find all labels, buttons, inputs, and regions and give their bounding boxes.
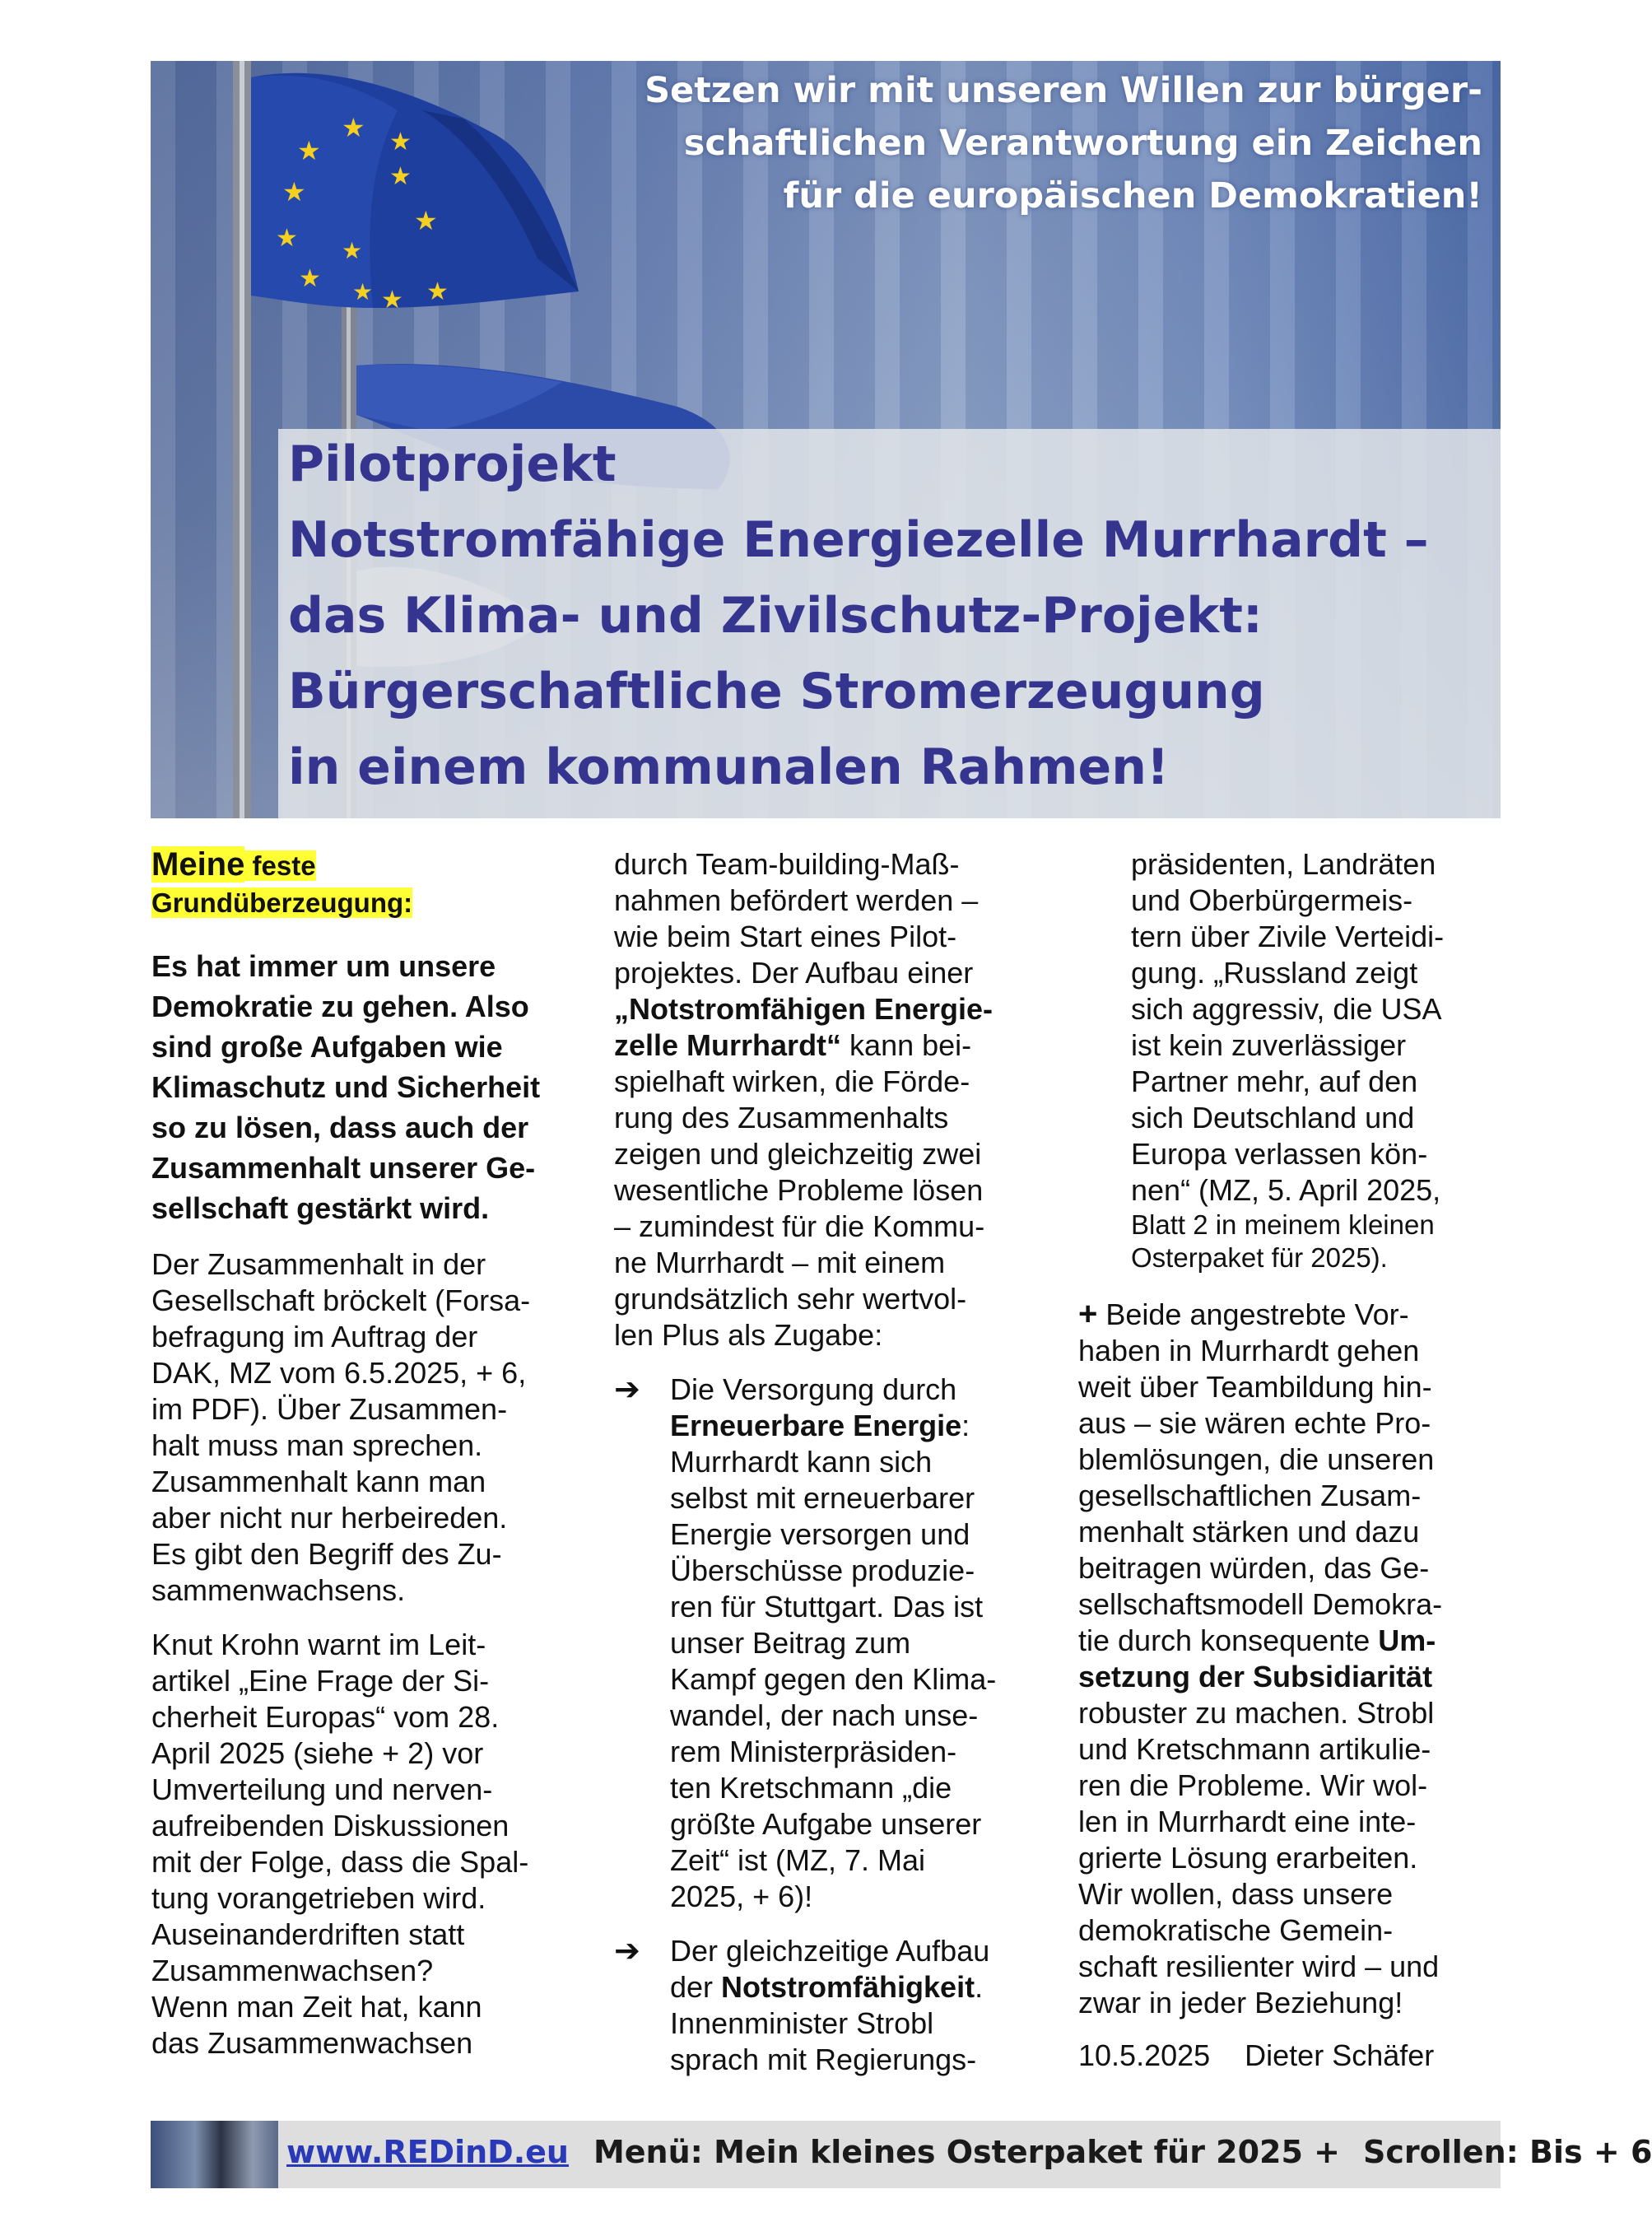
text-line: nahmen befördert werden – <box>614 883 979 917</box>
text-line: gesellschaftlichen Zusam- <box>1078 1479 1422 1512</box>
svg-text:★: ★ <box>426 278 449 305</box>
plus-icon: + <box>1078 1296 1098 1332</box>
arrow-right-icon: ➔ <box>614 1934 640 1968</box>
column-1 <box>151 846 596 2061</box>
website-link[interactable]: www.REDinD.eu <box>286 2134 569 2170</box>
text-line: weit über Teambildung hin- <box>1078 1370 1432 1404</box>
column-2 <box>614 846 1059 2078</box>
text-line: menhalt stärken und dazu <box>1078 1515 1420 1549</box>
text-line: wesentliche Probleme lösen <box>614 1173 984 1207</box>
svg-text:★: ★ <box>299 265 321 292</box>
signature-line <box>1078 2038 1523 2074</box>
author: Dieter Schäfer <box>1245 2038 1435 2072</box>
text-line: haben in Murrhardt gehen <box>1078 1334 1420 1367</box>
text-line: sind große Aufgaben wie <box>151 1030 503 1064</box>
text-line: Es gibt den Begriff des Zu- <box>151 1537 502 1571</box>
text-line: ist kein zuverlässiger <box>1131 1028 1407 1062</box>
text-line: sich Deutschland und <box>1131 1101 1415 1134</box>
text-line: Murrhardt kann sich <box>670 1445 933 1479</box>
text-line: zwar in jeder Beziehung! <box>1078 1986 1403 2019</box>
page-title-line: Bürgerschaftliche Stromerzeugung <box>288 663 1265 720</box>
text-line: Überschüsse produzie- <box>670 1554 975 1587</box>
svg-text:★: ★ <box>414 206 438 235</box>
footer-menu: Menü: Mein kleines Osterpaket für 2025 + <box>593 2134 1340 2170</box>
krohn-paragraph <box>151 1627 596 2061</box>
svg-text:★: ★ <box>276 225 298 252</box>
text-line: grundsätzlich sehr wertvol- <box>614 1282 967 1316</box>
text-line: Wir wollen, dass unsere <box>1078 1877 1394 1911</box>
text-line: sammenwachsens. <box>151 1573 406 1607</box>
text-line: Innenminister Strobl <box>670 2006 934 2040</box>
text-line: rem Ministerpräsiden- <box>670 1735 957 1768</box>
text-line: blemlösungen, die unseren <box>1078 1442 1435 1476</box>
hero-headline <box>577 64 1482 222</box>
text-line: rung des Zusammenhalts <box>614 1101 949 1134</box>
text-line: kann bei- <box>841 1028 972 1062</box>
text-line: aus – sie wären echte Pro- <box>1078 1406 1431 1440</box>
text-line: – zumindest für die Kommu- <box>614 1209 985 1243</box>
page-title-line: Notstromfähige Energiezelle Murrhardt – <box>288 511 1429 569</box>
text-line: Osterpaket für 2025). <box>1131 1242 1388 1273</box>
list-item-renewable-energy <box>614 1372 1059 1915</box>
heading-small: feste <box>244 850 316 881</box>
text-line: Gesellschaft bröckelt (Forsa- <box>151 1283 531 1317</box>
footer-scroll: Scrollen: Bis + 6 <box>1363 2134 1652 2170</box>
text-line: schaft resilienter wird – und <box>1078 1950 1440 1983</box>
text-line: und Oberbürgermeis- <box>1131 883 1413 917</box>
text-line: Partner mehr, auf den <box>1131 1064 1418 1098</box>
text-line: halt muss man sprechen. <box>151 1428 483 1462</box>
svg-text:★: ★ <box>381 286 403 314</box>
text-bold: setzung der Subsidiarität <box>1078 1660 1433 1693</box>
date: 10.5.2025 <box>1078 2038 1211 2072</box>
text-line: tung vorangetrieben wird. <box>151 1881 486 1915</box>
text-line: Demokratie zu gehen. Also <box>151 990 529 1023</box>
footer-bar <box>151 2121 1652 2188</box>
text-line: durch Team-building-Maß- <box>614 847 960 881</box>
text-line: beitragen würden, das Ge- <box>1078 1551 1430 1585</box>
teambuilding-paragraph <box>614 846 1059 1353</box>
text-line: im PDF). Über Zusammen- <box>151 1392 508 1426</box>
text-line: ren die Probleme. Wir wol- <box>1078 1768 1428 1802</box>
text-line: nen“ (MZ, 5. April 2025, <box>1131 1173 1441 1207</box>
text-line: Knut Krohn warnt im Leit- <box>151 1628 486 1661</box>
text-line: DAK, MZ vom 6.5.2025, + 6, <box>151 1356 527 1390</box>
text-line: mit der Folge, dass die Spal- <box>151 1845 529 1879</box>
text-line: April 2025 (siehe + 2) vor <box>151 1736 484 1770</box>
text-line: projektes. Der Aufbau einer <box>614 956 974 990</box>
cohesion-paragraph <box>151 1246 596 1609</box>
text-line: Zeit“ ist (MZ, 7. Mai <box>670 1843 926 1877</box>
text-line: Es hat immer um unsere <box>151 949 496 983</box>
text-line: Umverteilung und nerven- <box>151 1772 493 1806</box>
text-line: sich aggressiv, die USA <box>1131 992 1442 1026</box>
text-line: demokratische Gemein- <box>1078 1913 1394 1947</box>
text-line: sellschaft gestärkt wird. <box>151 1191 490 1225</box>
text-line: ne Murrhardt – mit einem <box>614 1246 946 1279</box>
text-line: len Plus als Zugabe: <box>614 1318 883 1352</box>
text-line: größte Aufgabe unserer <box>670 1807 982 1841</box>
text-bold: Erneuerbare Energie <box>670 1409 962 1442</box>
text-line: das Zusammenwachsen <box>151 2026 473 2060</box>
text-bold: Um- <box>1378 1623 1436 1657</box>
text-line: der <box>670 1970 722 2004</box>
text-line: selbst mit erneuerbarer <box>670 1481 975 1515</box>
text-line: wie beim Start eines Pilot- <box>614 920 957 953</box>
text-line: ten Kretschmann „die <box>670 1771 952 1805</box>
text-line: präsidenten, Landräten <box>1131 847 1436 881</box>
footer-image <box>151 2121 278 2188</box>
text-line: Klimaschutz und Sicherheit <box>151 1070 541 1104</box>
svg-text:★: ★ <box>297 136 321 165</box>
text-line: befragung im Auftrag der <box>151 1320 478 1353</box>
text-line: sprach mit Regierungs- <box>670 2043 977 2076</box>
text-line: Blatt 2 in meinem kleinen <box>1131 1209 1435 1240</box>
text-line: und Kretschmann artikulie- <box>1078 1732 1431 1766</box>
svg-text:★: ★ <box>352 279 374 305</box>
hero-headline-line: schaftlichen Verantwortung ein Zeichen <box>683 123 1482 164</box>
page-title-line: Pilotprojekt <box>288 436 617 493</box>
hero-headline-line: für die europäischen Demokratien! <box>783 175 1482 217</box>
strobl-quote-paragraph <box>1078 846 1523 1274</box>
text-line: Auseinanderdriften statt <box>151 1917 465 1951</box>
hero-banner <box>151 61 1501 818</box>
svg-text:★: ★ <box>342 238 363 263</box>
text-line: Beide angestrebte Vor- <box>1097 1297 1409 1331</box>
conviction-heading <box>151 846 596 921</box>
title-panel <box>278 429 1501 818</box>
conviction-paragraph <box>151 946 596 1228</box>
heading-line2: Grundüberzeugung: <box>151 887 413 918</box>
text-line: cherheit Europas“ vom 28. <box>151 1700 500 1734</box>
text-line: spielhaft wirken, die Förde- <box>614 1064 970 1098</box>
text-line: unser Beitrag zum <box>670 1626 911 1660</box>
text-line: 2025, + 6)! <box>670 1880 813 1913</box>
text-line: Wenn man Zeit hat, kann <box>151 1990 482 2024</box>
text-line: sellschaftsmodell Demokra- <box>1078 1587 1443 1621</box>
arrow-right-icon: ➔ <box>614 1372 640 1407</box>
text-line: artikel „Eine Frage der Si- <box>151 1664 490 1698</box>
text-line: Kampf gegen den Klima- <box>670 1662 997 1696</box>
text-line: zeigen und gleichzeitig zwei <box>614 1137 982 1171</box>
text-line: Die Versorgung durch <box>670 1372 957 1406</box>
list-item-emergency-power <box>614 1933 1059 2078</box>
svg-text:★: ★ <box>389 163 412 190</box>
text-line: . <box>975 1970 984 2004</box>
text-line: Zusammenhalt unserer Ge- <box>151 1151 536 1185</box>
text-line: gung. „Russland zeigt <box>1131 956 1418 990</box>
text-line: grierte Lösung erarbeiten. <box>1078 1841 1418 1875</box>
text-line: Zusammenhalt kann man <box>151 1465 486 1498</box>
page-title-line: in einem kommunalen Rahmen! <box>288 738 1170 796</box>
text-line: wandel, der nach unse- <box>670 1698 979 1732</box>
text-line: Der Zusammenhalt in der <box>151 1247 486 1281</box>
text-line: : <box>961 1409 970 1442</box>
footer-text <box>286 2134 1652 2170</box>
text-bold: Notstromfähigkeit <box>721 1970 975 2004</box>
text-line: Europa verlassen kön- <box>1131 1137 1428 1171</box>
heading-big: Meine <box>151 846 245 883</box>
text-line: aufreibenden Diskussionen <box>151 1809 510 1842</box>
page-title-line: das Klima- und Zivilschutz-Projekt: <box>288 587 1263 645</box>
text-line: robuster zu machen. Strobl <box>1078 1696 1435 1730</box>
conclusion-paragraph <box>1078 1296 1523 2021</box>
text-line: ren für Stuttgart. Das ist <box>670 1590 984 1623</box>
svg-text:★: ★ <box>282 177 306 207</box>
text-line: so zu lösen, dass auch der <box>151 1111 529 1144</box>
svg-text:★: ★ <box>342 113 365 142</box>
text-line: Der gleichzeitige Aufbau <box>670 1934 990 1968</box>
text-line: Zusammenwachsen? <box>151 1954 434 1987</box>
column-3 <box>1078 846 1523 2074</box>
text-line: Energie versorgen und <box>670 1517 970 1551</box>
text-line: tie durch konsequente <box>1078 1623 1379 1657</box>
text-line: len in Murrhardt eine inte- <box>1078 1805 1417 1838</box>
text-line: aber nicht nur herbeireden. <box>151 1501 508 1535</box>
svg-text:★: ★ <box>389 128 412 156</box>
text-bold: zelle Murrhardt“ <box>614 1028 842 1062</box>
hero-headline-line: Setzen wir mit unseren Willen zur bürger- <box>645 70 1482 111</box>
text-line: „Notstromfähigen Energie- <box>614 992 994 1026</box>
text-line: tern über Zivile Verteidi- <box>1131 920 1445 953</box>
